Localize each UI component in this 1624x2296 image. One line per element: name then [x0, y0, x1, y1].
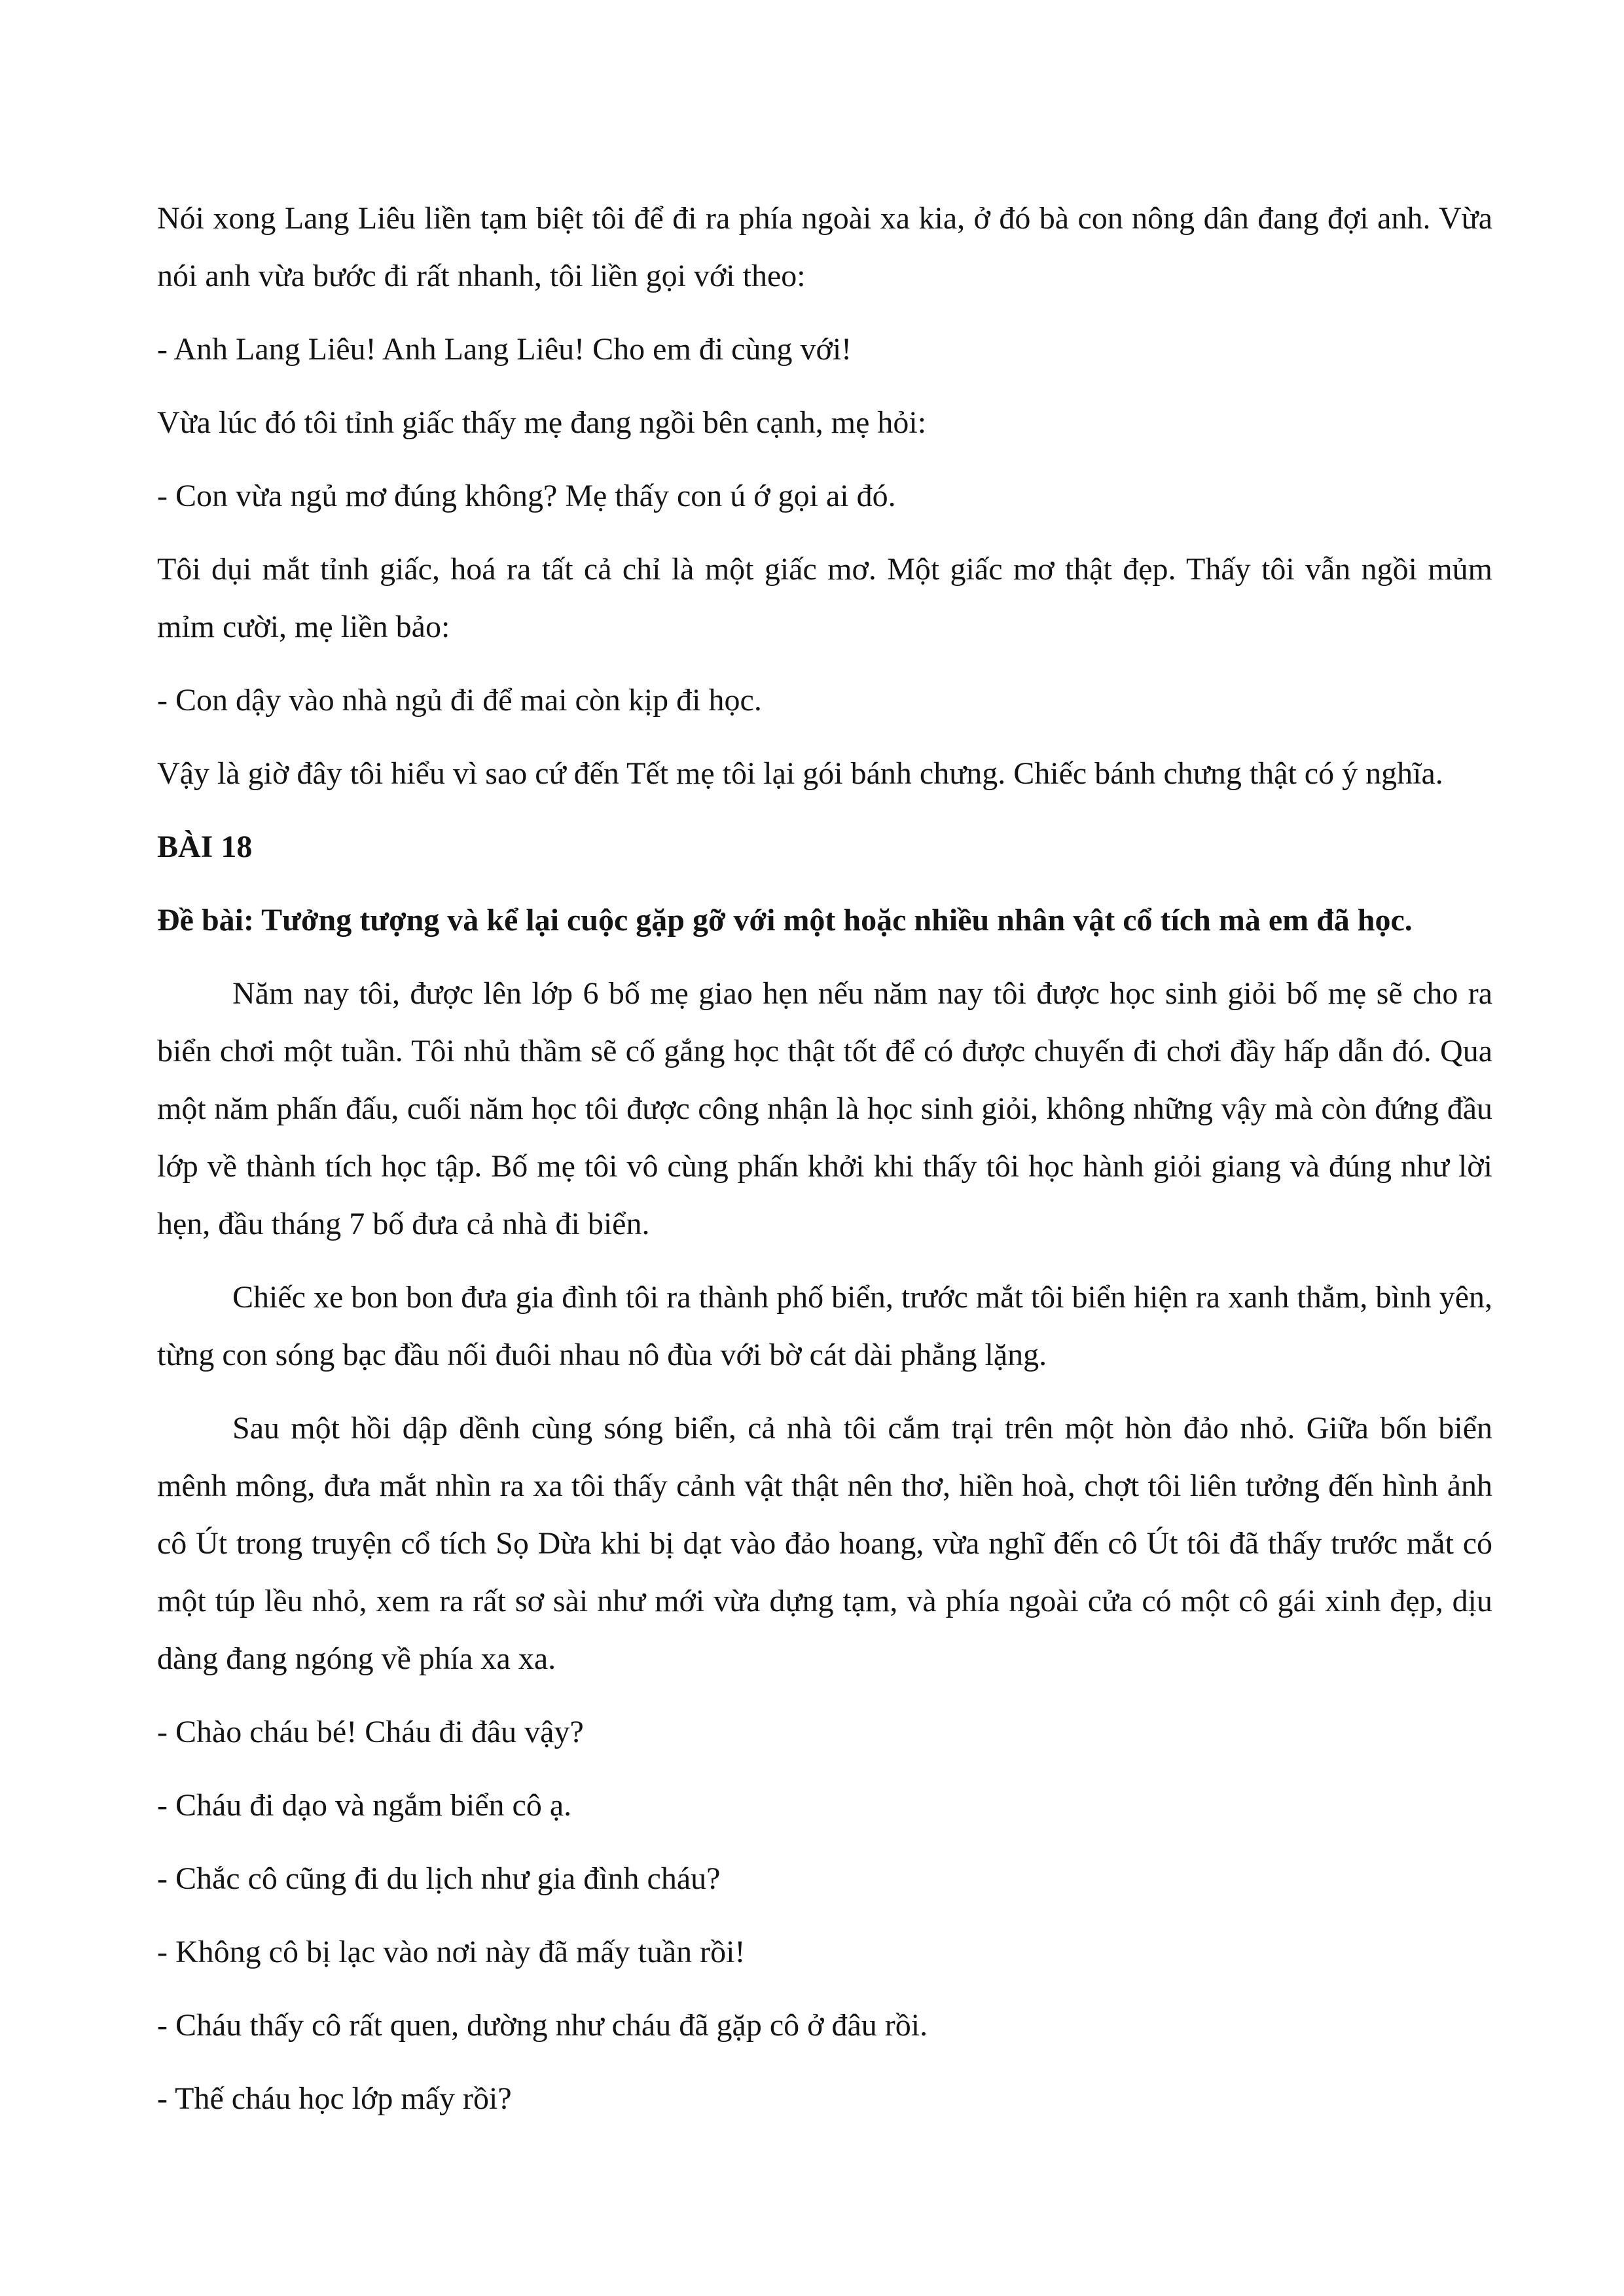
paragraph: Nói xong Lang Liêu liền tạm biệt tôi để đi ra phía ngoài xa kia, ở đó bà con nông dân đang đợi anh. Vừa nói anh vừa bước đi rất nhanh, tôi liền gọi với theo:: [157, 201, 1492, 293]
lesson-title: BÀI 18: [157, 829, 253, 864]
lesson-prompt: Đề bài: Tưởng tượng và kể lại cuộc gặp gỡ với một hoặc nhiều nhân vật cổ tích mà em đã học.: [157, 903, 1413, 938]
dialogue-line: - Anh Lang Liêu! Anh Lang Liêu! Cho em đi cùng với!: [157, 332, 852, 367]
paragraph: Chiếc xe bon bon đưa gia đình tôi ra thành phố biển, trước mắt tôi biển hiện ra xanh thẳm, bình yên, từng con sóng bạc đầu nối đuôi nhau nô đùa với bờ cát dài phẳng lặng.: [157, 1280, 1492, 1372]
dialogue-line: - Thế cháu học lớp mấy rồi?: [157, 2081, 512, 2116]
dialogue-line: - Con vừa ngủ mơ đúng không? Mẹ thấy con ú ớ gọi ai đó.: [157, 479, 896, 513]
dialogue-line: - Chào cháu bé! Cháu đi đâu vậy?: [157, 1715, 584, 1749]
dialogue-line: - Cháu đi dạo và ngắm biển cô ạ.: [157, 1788, 572, 1823]
paragraph: Sau một hồi dập dềnh cùng sóng biển, cả nhà tôi cắm trại trên một hòn đảo nhỏ. Giữa bốn biển mênh mông, đưa mắt nhìn ra xa tôi thấy cảnh vật thật nên thơ, hiền hoà, chợt tôi liên tưởng đến hình ảnh cô Út trong truyện cổ tích Sọ Dừa khi bị dạt vào đảo hoang, vừa nghĩ đến cô Út tôi đã thấy trước mắt có một túp lều nhỏ, xem ra rất sơ sài như mới vừa dựng tạm, và phía ngoài cửa có một cô gái xinh đẹp, dịu dàng đang ngóng về phía xa xa.: [157, 1411, 1492, 1676]
dialogue-line: - Con dậy vào nhà ngủ đi để mai còn kịp đi học.: [157, 683, 762, 718]
paragraph: Vừa lúc đó tôi tỉnh giấc thấy mẹ đang ngồi bên cạnh, mẹ hỏi:: [157, 405, 927, 440]
paragraph: Tôi dụi mắt tỉnh giấc, hoá ra tất cả chỉ là một giấc mơ. Một giấc mơ thật đẹp. Thấy tôi vẫn ngồi mủm mỉm cười, mẹ liền bảo:: [157, 552, 1492, 644]
document-page: [157, 190, 1492, 2143]
dialogue-line: - Cháu thấy cô rất quen, dường như cháu đã gặp cô ở đâu rồi.: [157, 2008, 928, 2043]
dialogue-line: - Chắc cô cũng đi du lịch như gia đình cháu?: [157, 1861, 721, 1896]
paragraph: Vậy là giờ đây tôi hiểu vì sao cứ đến Tết mẹ tôi lại gói bánh chưng. Chiếc bánh chưng thật có ý nghĩa.: [157, 756, 1443, 791]
paragraph: Năm nay tôi, được lên lớp 6 bố mẹ giao hẹn nếu năm nay tôi được học sinh giỏi bố mẹ sẽ cho ra biển chơi một tuần. Tôi nhủ thầm sẽ cố gắng học thật tốt để có được chuyến đi chơi đầy hấp dẫn đó. Qua một năm phấn đấu, cuối năm học tôi được công nhận là học sinh giỏi, không những vậy mà còn đứng đầu lớp về thành tích học tập. Bố mẹ tôi vô cùng phấn khởi khi thấy tôi học hành giỏi giang và đúng như lời hẹn, đầu tháng 7 bố đưa cả nhà đi biển.: [157, 976, 1492, 1241]
dialogue-line: - Không cô bị lạc vào nơi này đã mấy tuần rồi!: [157, 1935, 746, 1969]
